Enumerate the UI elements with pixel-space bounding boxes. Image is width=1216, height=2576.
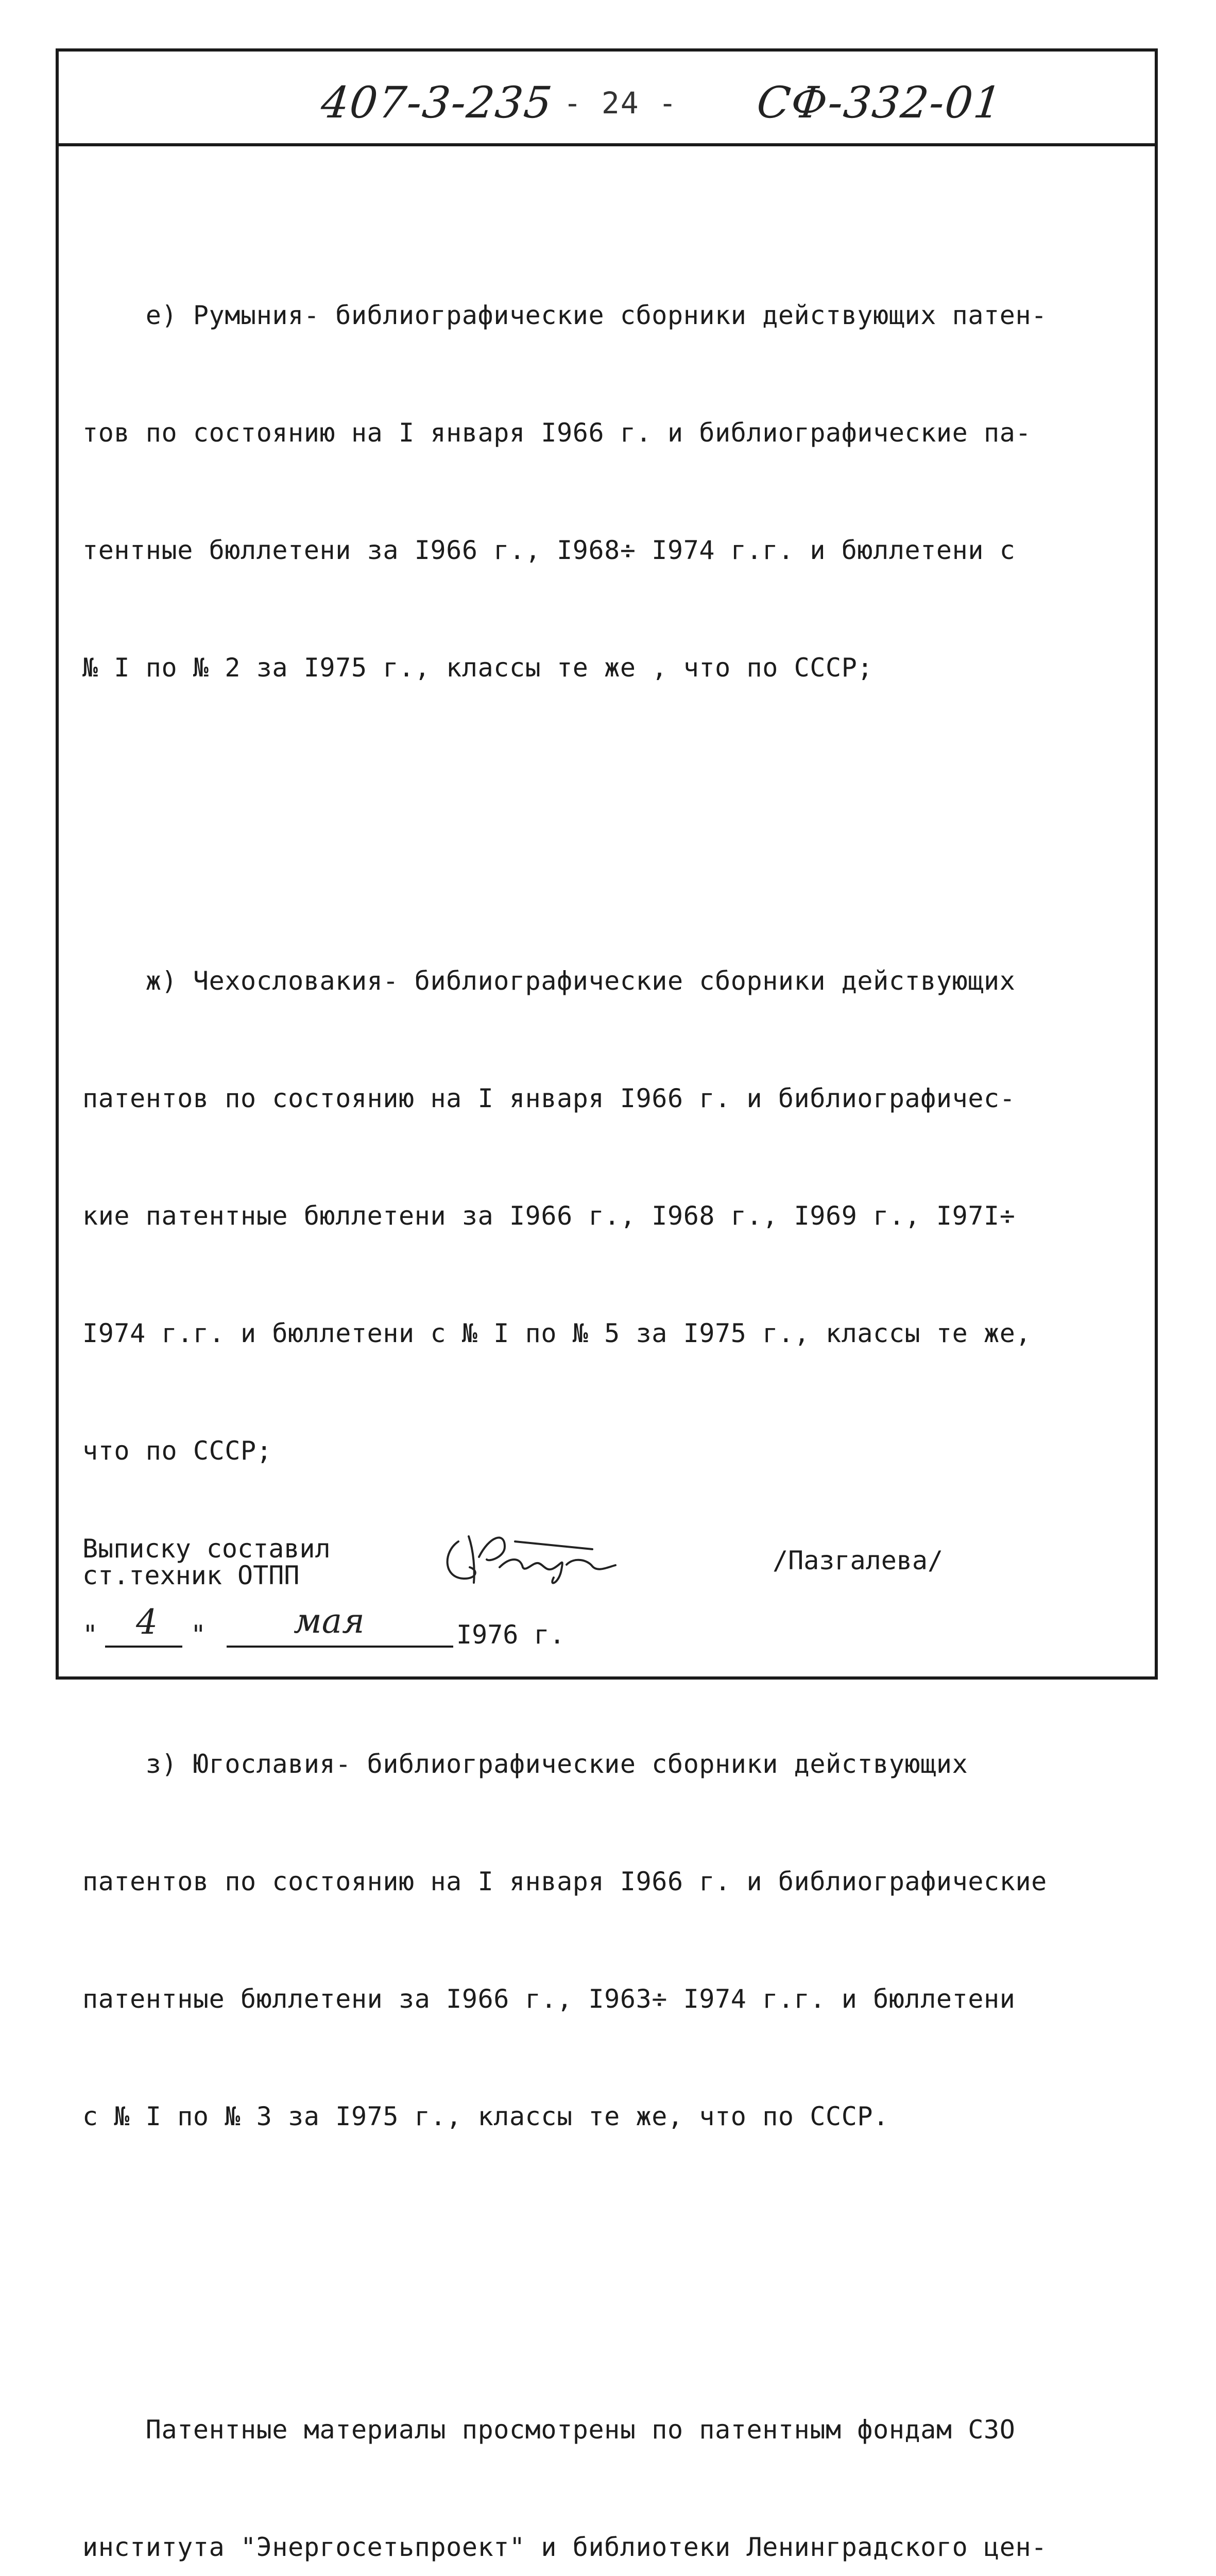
text-line: патентов по состоянию на I января I966 г. и библиографические	[82, 1867, 1047, 1896]
text-line: з) Югославия- библиографические сборники действующих	[82, 1749, 968, 1779]
text-line: Патентные материалы просмотрены по патентным фондам СЗО	[82, 2415, 1016, 2445]
text-line: тов по состоянию на I января I966 г. и библиографические па-	[82, 418, 1032, 448]
quote-open: "	[82, 1620, 98, 1650]
document-number: 407-3-235	[318, 77, 556, 128]
compiler-label-line2: ст.техник ОТПП	[82, 1561, 300, 1590]
day-handwritten: 4	[136, 1602, 158, 1642]
text-line: ж) Чехословакия- библиографические сборники действующих	[82, 966, 1016, 996]
sheet-code: СФ-332-01	[754, 77, 1005, 128]
day-blank	[105, 1602, 182, 1648]
compiler-label-line1: Выписку составил	[82, 1534, 331, 1564]
compiler-label	[82, 1535, 331, 1589]
paragraph-patent-materials	[82, 2332, 1133, 2576]
year-text: I976 г.	[456, 1620, 565, 1650]
text-line: патентные бюллетени за I966 г., I963÷ I974 г.г. и бюллетени	[82, 1984, 1016, 2014]
text-line: с № I по № 3 за I975 г., классы те же, что по СССР.	[82, 2102, 889, 2131]
text-line: тентные бюллетени за I966 г., I968÷ I974 г.г. и бюллетени с	[82, 535, 1016, 565]
text-line: I974 г.г. и бюллетени с № I по № 5 за I975 г., классы те же,	[82, 1318, 1032, 1348]
text-line: е) Румыния- библиографические сборники действующих патен-	[82, 300, 1047, 330]
text-line: кие патентные бюллетени за I966 г., I968 г., I969 г., I97I÷	[82, 1201, 1016, 1231]
text-line: института "Энергосетьпроект" и библиотеки Ленинградского цен-	[82, 2532, 1047, 2562]
document-body	[82, 139, 1133, 2576]
quote-close: "	[191, 1620, 207, 1650]
handwritten-signature	[438, 1521, 623, 1598]
signer-name: /Пазгалева/	[773, 1546, 944, 1575]
text-line: № I по № 2 за I975 г., классы те же , что по СССР;	[82, 653, 874, 683]
page-number: - 24 -	[563, 86, 678, 121]
paragraph-romania	[82, 217, 1133, 766]
paragraph-yugoslavia	[82, 1666, 1133, 2214]
title-block-header	[59, 52, 1155, 146]
month-blank	[227, 1601, 453, 1648]
text-line: патентов по состоянию на I января I966 г. и библиографичес-	[82, 1083, 1016, 1113]
paragraph-czechoslovakia	[82, 883, 1133, 1549]
date-row	[82, 1601, 700, 1654]
month-handwritten: мая	[294, 1601, 365, 1641]
signature-block	[82, 1535, 1112, 1659]
text-line: что по СССР;	[82, 1436, 272, 1466]
